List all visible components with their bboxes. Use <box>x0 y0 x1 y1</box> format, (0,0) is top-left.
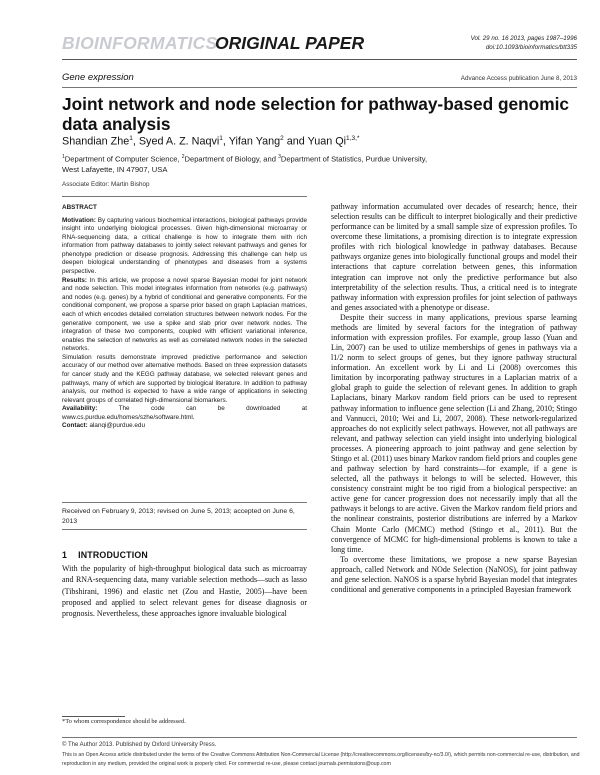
advance-access-note: Advance Access publication June 8, 2013 <box>460 75 577 82</box>
affiliation-address: West Lafayette, IN 47907, USA <box>62 164 168 174</box>
author-name: Shandian Zhe <box>62 135 130 148</box>
affiliation-text: Department of Biology, and <box>184 154 279 164</box>
author-affiliation-marker: 1 <box>129 135 133 142</box>
license-notice: This is an Open Access article distributed under the terms of the Creative Commons Attribution Non-Commercial License (http://creativecommons.org/licenses/by-nc/3.0/), which permits non-commercial re-use, distribution, and reproduction in any medium, provided the original work is properly cited. For commercial re-use, please contact journals.permissions@oup.com <box>62 752 580 767</box>
author-list: Shandian Zhe$^1$, Syed A. Z. Naqvi$^1$, Yifan Yang$^2$ and Yuan $Qi^{1,3,*}$ <box>62 135 360 148</box>
abstract-results <box>62 277 307 354</box>
journal-logo: BIOINFORMATICS <box>62 33 218 53</box>
footnote-rule <box>62 716 125 717</box>
abstract-motivation <box>62 217 307 277</box>
motivation-label: Motivation: <box>62 216 96 224</box>
abstract-availability <box>62 405 307 422</box>
contact-email[interactable]: alanqi@purdue.edu <box>89 422 145 430</box>
volume-line: Vol. 29 no. 16 2013, pages 1987–1996 <box>470 35 577 42</box>
affiliations <box>62 152 582 175</box>
body-paragraph: pathway information accumulated over decades of research; hence, their selection results can be difficult to interpret biologically and their predictive performance can be limited by a small sample size of expression profiles. To overcome these limitations, a promising direction is to integrate expression profiles with rich biological knowledge in pathway databases. Because pathways organize genes into biologically functional groups and model their interactions that capture correlation between genes, this information integration can improve not only the predictive performance but also interpretability of the selection results. Thus, a critical need is to integrate pathway information with expression profiles for joint selection of pathways and genes associated with a phenotype or disease. <box>331 202 577 312</box>
introduction-heading <box>62 550 148 560</box>
body-paragraph: Despite their success in many applications, previous sparse learning methods are limited by several factors for the integration of pathway information with expression profiles. For example, group lasso (Yuan and Lin, 2007) can be used to utilize memberships of genes in pathways via a l1/2 norm to select groups of genes, but they ignore pathway structural information. An excellent work by Li and Li (2008) overcomes this limitation by incorporating pathway structures in a Laplacian matrix of a global graph to guide the selection of relevant genes. In addition to graph Laplacians, binary Markov random field priors can be used to represent pathway information to influence gene selection (Li and Zhang, 2010; Stingo and Vannucci, 2010; Wei and Li, 2007, 2008). These network-regularized approaches do not explicitly select pathways. However, not all pathways are relevant, and pathway selection can yield insight into underlying biological processes. A pioneering approach to joint pathway and gene selection by Stingo et al. (2011) uses binary Markov random field priors and couples gene and pathway selection by hard constraints—for example, if a gene is selected, all the pathways it belongs to will be selected. However, this consistency constraint might be too rigid from a biological perspective: an active gene for cancer progression does not necessarily imply that all the pathways it belongs to are active. Given the Markov random field priors and the nonlinear constraints, posterior distributions are inferred by a Markov Chain Monte Carlo (MCMC) method (Stingo et al., 2011). But the convergence of MCMC for high-dimensional problems is known to take a long time. <box>331 312 577 554</box>
availability-label: Availability: <box>62 405 98 413</box>
contact-label: Contact: <box>62 422 88 430</box>
footer-rule <box>62 737 577 738</box>
author-affiliation-marker: 2 <box>280 135 284 142</box>
abstract-heading: ABSTRACT <box>62 204 97 211</box>
abstract-rule <box>62 196 307 197</box>
volume-info <box>471 34 577 52</box>
author-name: Yifan Yang <box>228 135 281 148</box>
author-affiliation-marker: 1 <box>219 135 223 142</box>
article-title: Joint network and node selection for pathway-based genomic data analysis <box>62 94 569 134</box>
paper-type-label: ORIGINAL PAPER <box>215 33 365 53</box>
availability-text[interactable]: The code can be downloaded at www.cs.purdue.edu/homes/szhe/software.html. <box>62 405 307 421</box>
results-label: Results: <box>62 276 88 284</box>
abstract-simulation: Simulation results demonstrate improved predictive performance and selection accuracy of our method over alternative methods. Based on three expression datasets for cancer study and the KEGG pathway database, we selected relevant genes and pathways, many of which are supported by biological literature. In addition to pathway analysis, our method is expected to have a wide range of applications in selecting relevant groups of correlated high-dimensional biomarkers. <box>62 353 307 404</box>
received-rule-top <box>62 502 307 503</box>
affiliation-marker: 1 <box>62 154 65 160</box>
section-label: Gene expression <box>62 72 134 83</box>
doi-line[interactable]: doi:10.1093/bioinformatics/btt335 <box>485 44 577 51</box>
affiliation-marker: 3 <box>278 154 281 160</box>
received-dates: Received on February 9, 2013; revised on June 5, 2013; accepted on June 6, 2013 <box>62 508 295 525</box>
motivation-text: By capturing various biochemical interactions, biological pathways provide insight into underlying biological processes. Given high-dimensional microarray or RNA-sequencing data, a critical challenge is how to integrate them with rich information from pathway databases to jointly select relevant pathways and genes for phenotype prediction or disease prognosis. Addressing this challenge can help us deepen biological understanding of phenotypes and diseases from a systems perspective. <box>62 216 307 276</box>
received-rule-bottom <box>62 529 307 530</box>
copyright-notice: © The Author 2013. Published by Oxford University Press. <box>62 742 217 748</box>
affiliation-text: Department of Statistics, Purdue University, <box>280 154 428 164</box>
body-right-column <box>331 202 577 595</box>
introduction-text: With the popularity of high-throughput biological data such as microarray and RNA-sequencing data, many variable selection methods—such as lasso (Tibshirani, 1996) and elastic net (Zou and Hastie, 2005)—have been proposed and applied to select relevant genes for disease diagnosis or prognosis. Nevertheless, these approaches ignore invaluable biological <box>62 564 307 619</box>
section-rule <box>62 87 577 88</box>
results-text: In this article, we propose a novel sparse Bayesian model for joint network and node selection. This model integrates information from networks (e.g. pathways) and nodes (e.g. genes) by a hybrid of conditional and generative components. For the conditional component, we propose a sparse prior based on graph Laplacian matrices, each of which encodes detailed correlation structures between network nodes. For the generative component, we use a spike and slab prior over network nodes. The integration of these two components, coupled with efficient variational inference, enables the selection of networks as well as correlated network nodes in the selected networks. <box>62 276 307 353</box>
author-name: Yuan Qi <box>307 135 347 148</box>
correspondence-footnote: *To whom correspondence should be addressed. <box>62 718 186 725</box>
body-paragraph: To overcome these limitations, we propose a new sparse Bayesian approach, called Network and NOde Selection (NaNOS), for joint pathway and gene selection. NaNOS is a sparse hybrid Bayesian model that integrates conditional and generative components in a principled Bayesian framework <box>331 554 577 594</box>
section-number: 1 <box>62 550 68 560</box>
section-title: INTRODUCTION <box>78 550 148 560</box>
abstract-contact <box>62 422 307 431</box>
affiliation-text: Department of Computer Science, <box>64 154 182 164</box>
author-affiliation-marker: 1,3,* <box>346 135 360 142</box>
author-name: Syed A. Z. Naqvi <box>138 135 220 148</box>
header-rule <box>62 59 577 60</box>
abstract <box>62 204 307 431</box>
affiliation-marker: 2 <box>181 154 185 160</box>
associate-editor: Associate Editor: Martin Bishop <box>62 181 150 188</box>
